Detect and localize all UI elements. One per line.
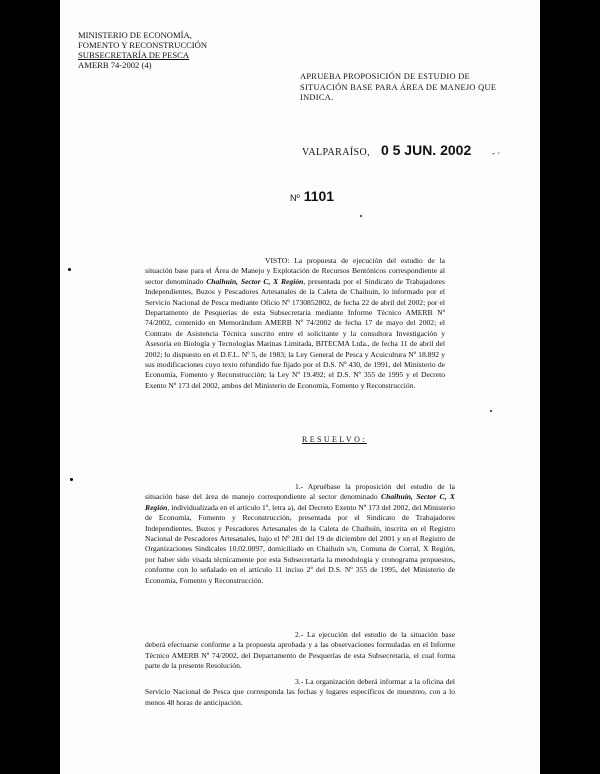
place-date — [302, 142, 471, 158]
visto-paragraph — [145, 256, 445, 391]
ministry-header — [78, 30, 207, 70]
document-page — [60, 0, 540, 774]
stamp-date: 0 5 JUN. 2002 — [380, 142, 472, 158]
article-1 — [145, 482, 455, 586]
subsecretariat-name: SUBSECRETARÍA DE PESCA — [78, 50, 190, 60]
visto-sector-name: Chaihuín, Sector C, X Región — [206, 276, 304, 286]
article-1-lead: 1.- Apruébase la proposición del estudio de la situación base del área de manejo correspondiente al sector denominado — [145, 482, 455, 502]
ministry-subtitle: FOMENTO Y RECONSTRUCCIÓN — [78, 40, 208, 50]
punch-hole-dot — [68, 268, 71, 271]
article-2-text: 2.- La ejecución del estudio de la situación base deberá efectuarse conforme a la propuesta aprobada y a las observaciones formuladas en el Informe Técnico AMERB Nº 74/2002, del Departamento de Pesquerías de esta Subsecretaría, el cual forma parte de la presente Resolución. — [145, 630, 455, 671]
article-1-text: , individualizada en el artículo 1º, letra a), del Decreto Exento Nº 173 del 2002, del Ministerio de Economía, Fomento y Reconstrucción, presentada por el Sindicato de Trabajadores Independientes, Buzos y Pescadores Artesanales de la Caleta de Chaihuín, inscrita en el Registro Nacional de Pescadores Artesanales, bajo el Nº 281 del 19 de diciembre del 2001 y en el Registro de Organizaciones Sindicales 10.02.0097, domiciliado en Chaihuín s/n, Comuna de Corral, X Región, por haber sido visada técnicamente por esta Subsecretaría la metodología y cronograma propuestos, conforme con lo señalado en el artículo 11 inciso 2º del D.S. Nº 355 de 1995, del Ministerio de Economía, Fomento y Reconstrucción. — [145, 502, 455, 585]
scan-speck — [490, 410, 492, 412]
article-3 — [145, 677, 455, 708]
place-name: VALPARAÍSO, — [302, 147, 371, 158]
visto-text-2: , presentada por el Sindicato de Trabajadores Independientes, Buzos y Pescadores Artesanales de la Caleta de Chaihuín, lo informado por el Servicio Nacional de Pesca mediante Oficio Nº 1730852802, de fecha 22 de abril del 2002; por el Departamento de Pesquerías de esta Subsecretaría mediante Informe Técnico AMERB Nº 74/2002, contenido en Memorándum AMERB Nº 74/2002 de fecha 17 de mayo del 2002; el Contrato de Asistencia Técnica suscrito entre el solicitante y la consultora Investigación y Asesoría en Biología y Tecnologías Marinas Limitada, BITECMA Ltda., de fecha 11 de abril del 2002; lo dispuesto en el D.F.L. Nº 5, de 1983; la Ley General de Pesca y Acuicultura Nº 18.892 y sus modificaciones cuyo texto refundido fue fijado por el D.S. Nº 430, de 1991, del Ministerio de Economía, Fomento y Reconstrucción; la Ley Nº 19.492; el D.S. Nº 355 de 1995 y el Decreto Exento Nº 173 del 2002, ambos del Ministerio de Economía, Fomento y Reconstrucción. — [145, 276, 445, 390]
visto-text-1: La propuesta de ejecución del estudio de la situación base para el Área de Manejo y Explotación de Recursos Bentónicos correspondiente al sector denominado — [145, 256, 445, 286]
resolution-number-value: 1101 — [303, 188, 335, 204]
number-prefix: Nº — [290, 193, 300, 203]
document-title: APRUEBA PROPOSICIÓN DE ESTUDIO DE SITUACIÓN BASE PARA ÁREA DE MANEJO QUE INDICA. — [300, 72, 497, 102]
scan-mark: ‐ · — [492, 148, 501, 158]
resolution-number — [290, 188, 334, 204]
scan-speck — [360, 215, 362, 217]
visto-lead: VISTO: — [265, 256, 290, 265]
ministry-name: MINISTERIO DE ECONOMÍA, — [78, 30, 192, 40]
article-3-text: 3.- La organización deberá informar a la oficina del Servicio Nacional de Pesca que corresponda las fechas y lugares específicos de muestreo, con a lo menos 48 horas de anticipación. — [145, 677, 455, 707]
amerb-reference: AMERB 74-2002 (4) — [78, 60, 152, 70]
article-1-sector-name: Chaihuín, Sector C, X Región — [145, 492, 455, 512]
article-2 — [145, 630, 455, 672]
resuelvo-heading: RESUELVO: — [302, 435, 367, 444]
punch-hole-dot — [70, 478, 73, 481]
